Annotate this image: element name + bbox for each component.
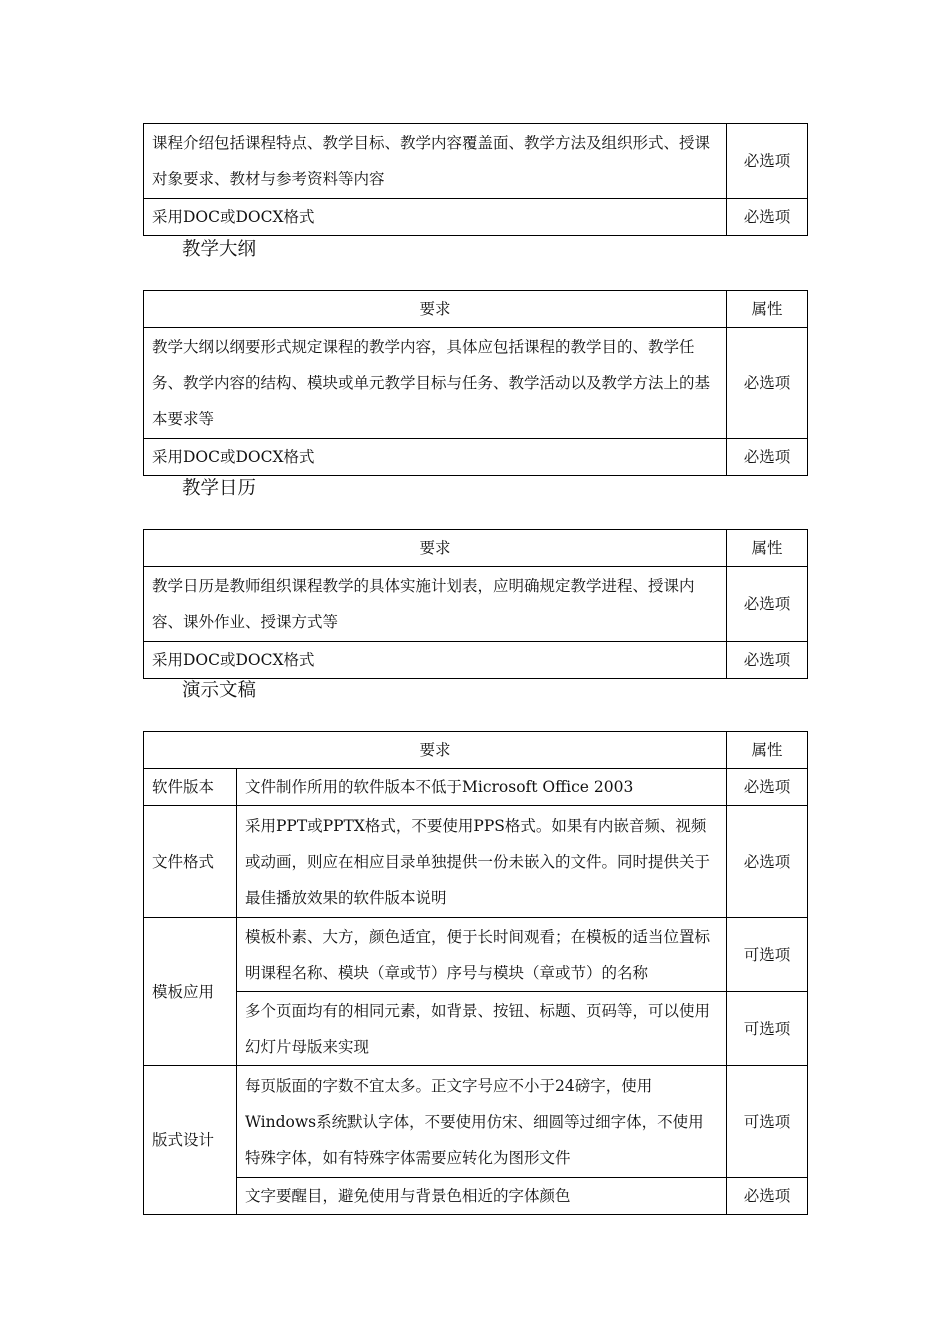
requirement-cell: 每页版面的字数不宜太多。正文字号应不小于24磅字，使用Windows系统默认字体，不要使用仿宋、细圆等过细字体，不使用特殊字体，如有特殊字体需要应转化为图形文件 [237,1066,727,1178]
course-intro-table [143,123,808,236]
requirement-cell: 教学大纲以纲要形式规定课程的教学内容，具体应包括课程的教学目的、教学任务、教学内容的结构、模块或单元教学目标与任务、教学活动以及教学方法上的基本要求等 [144,328,727,439]
section-heading-syllabus: 教学大纲 [182,239,257,260]
table-row [144,567,808,642]
category-cell: 模板应用 [144,918,237,1066]
header-property: 属性 [727,530,808,567]
requirement-cell: 采用DOC或DOCX格式 [144,642,727,679]
table-header-row [144,530,808,567]
table-row [144,1178,808,1215]
requirement-cell: 采用DOC或DOCX格式 [144,199,727,236]
header-requirement: 要求 [144,291,727,328]
property-cell: 必选项 [727,328,808,439]
table-header-row [144,291,808,328]
table-row [144,124,808,199]
property-cell: 可选项 [727,918,808,992]
property-cell: 必选项 [727,769,808,806]
header-property: 属性 [727,732,808,769]
requirement-cell: 多个页面均有的相同元素，如背景、按钮、标题、页码等，可以使用幻灯片母版来实现 [237,992,727,1066]
property-cell: 必选项 [727,567,808,642]
requirement-cell: 课程介绍包括课程特点、教学目标、教学内容覆盖面、教学方法及组织形式、授课对象要求、教材与参考资料等内容 [144,124,727,199]
slides-table [143,731,808,1215]
calendar-table [143,529,808,679]
header-requirement: 要求 [144,530,727,567]
section-heading-calendar: 教学日历 [182,478,257,499]
requirement-cell: 采用DOC或DOCX格式 [144,439,727,476]
requirement-cell: 文字要醒目，避免使用与背景色相近的字体颜色 [237,1178,727,1215]
property-cell: 必选项 [727,199,808,236]
property-cell: 必选项 [727,806,808,918]
table-header-row [144,732,808,769]
table-row [144,328,808,439]
property-cell: 可选项 [727,1066,808,1178]
table-row [144,992,808,1066]
property-cell: 必选项 [727,1178,808,1215]
table-row [144,1066,808,1178]
header-requirement: 要求 [144,732,727,769]
table-row [144,806,808,918]
table-row [144,769,808,806]
category-cell: 文件格式 [144,806,237,918]
table-row [144,642,808,679]
header-property: 属性 [727,291,808,328]
property-cell: 可选项 [727,992,808,1066]
table-row [144,199,808,236]
category-cell: 软件版本 [144,769,237,806]
section-heading-slides: 演示文稿 [182,680,257,701]
table-row [144,439,808,476]
requirement-cell: 文件制作所用的软件版本不低于Microsoft Office 2003 [237,769,727,806]
requirement-cell: 采用PPT或PPTX格式，不要使用PPS格式。如果有内嵌音频、视频或动画，则应在相应目录单独提供一份未嵌入的文件。同时提供关于最佳播放效果的软件版本说明 [237,806,727,918]
property-cell: 必选项 [727,439,808,476]
table-row [144,918,808,992]
requirement-cell: 教学日历是教师组织课程教学的具体实施计划表，应明确规定教学进程、授课内容、课外作业、授课方式等 [144,567,727,642]
requirement-cell: 模板朴素、大方，颜色适宜，便于长时间观看；在模板的适当位置标明课程名称、模块（章或节）序号与模块（章或节）的名称 [237,918,727,992]
property-cell: 必选项 [727,124,808,199]
category-cell: 版式设计 [144,1066,237,1215]
syllabus-table [143,290,808,476]
property-cell: 必选项 [727,642,808,679]
